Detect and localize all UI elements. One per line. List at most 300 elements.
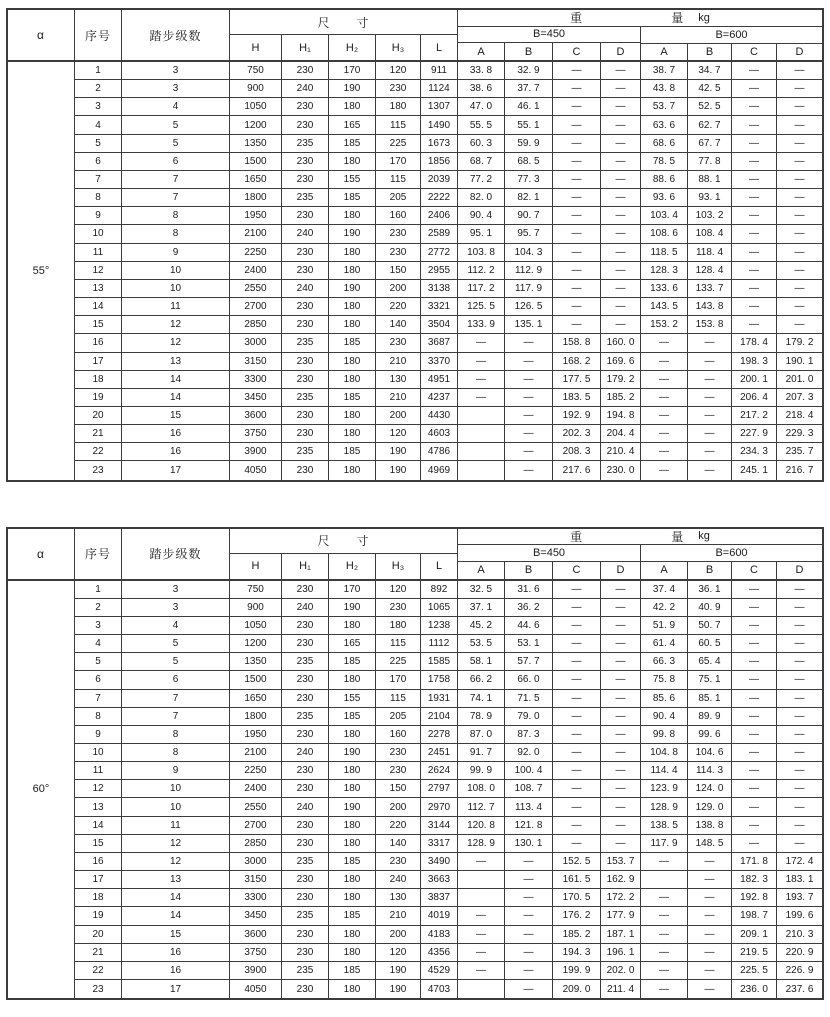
table-cell: 750	[230, 581, 282, 599]
table-cell: 1050	[230, 98, 282, 116]
table-cell: 8	[75, 189, 122, 207]
table-cell: 100. 4	[505, 762, 553, 780]
table-cell: 37. 7	[505, 80, 553, 98]
table-cell: 177. 9	[601, 907, 641, 925]
table-cell: 130	[376, 889, 421, 907]
table-cell: —	[732, 599, 777, 617]
table-cell: —	[601, 617, 641, 635]
header-col-h1: H₁	[282, 35, 329, 60]
table-cell: 1350	[230, 135, 282, 153]
table-cell: 2039	[421, 171, 458, 189]
weight-title-char: 量	[671, 11, 685, 26]
table-cell: 230. 0	[601, 461, 641, 479]
table-cell: 8	[122, 726, 230, 744]
table-cell: —	[553, 207, 601, 225]
alpha-value: 55°	[8, 62, 75, 480]
table-cell: 123. 9	[641, 780, 688, 798]
header-col-d450: D	[601, 562, 641, 579]
table-cell: —	[553, 671, 601, 689]
table-cell: 230	[376, 334, 421, 352]
table-cell: 3321	[421, 298, 458, 316]
table-cell: 63. 6	[641, 116, 688, 134]
table-cell: —	[777, 171, 822, 189]
table-cell: 108. 6	[641, 225, 688, 243]
table-cell: 16	[122, 944, 230, 962]
table-cell: —	[601, 726, 641, 744]
table-cell: —	[688, 389, 732, 407]
table-cell: 153. 2	[641, 316, 688, 334]
table-cell: 2624	[421, 762, 458, 780]
table-cell: —	[732, 62, 777, 80]
table-cell: 60. 3	[458, 135, 505, 153]
table-cell: 4951	[421, 371, 458, 389]
table-cell: —	[688, 889, 732, 907]
table-cell: 117. 9	[505, 280, 553, 298]
table-cell: 230	[282, 944, 329, 962]
table-cell: —	[641, 944, 688, 962]
table-cell: 3300	[230, 371, 282, 389]
header-serial: 序号	[75, 529, 122, 579]
table-cell: 138. 8	[688, 817, 732, 835]
table-cell: 6	[75, 153, 122, 171]
table-cell: 3000	[230, 334, 282, 352]
table-cell: —	[458, 334, 505, 352]
table-cell	[458, 980, 505, 998]
table-cell: 230	[282, 581, 329, 599]
table-cell: 180	[329, 316, 376, 334]
table-cell: 6	[122, 153, 230, 171]
table-cell: —	[458, 853, 505, 871]
table-cell: —	[601, 581, 641, 599]
table-cell: 57. 7	[505, 653, 553, 671]
table-cell: 198. 3	[732, 353, 777, 371]
table-cell: 20	[75, 407, 122, 425]
table-cell: 2400	[230, 780, 282, 798]
table-cell: 16	[75, 334, 122, 352]
header-col-a600: A	[641, 562, 688, 579]
table-cell: —	[553, 708, 601, 726]
table-cell: 1124	[421, 80, 458, 98]
table-cell: 117. 9	[641, 835, 688, 853]
table-cell: 68. 7	[458, 153, 505, 171]
table-cell: —	[732, 762, 777, 780]
table-cell: —	[601, 80, 641, 98]
table-cell: 34. 7	[688, 62, 732, 80]
table-cell: 230	[282, 461, 329, 479]
table-cell: 206. 4	[732, 389, 777, 407]
table-cell: 7	[122, 708, 230, 726]
table-cell: 180	[329, 671, 376, 689]
table-cell: —	[601, 708, 641, 726]
table-cell: 3150	[230, 871, 282, 889]
table-cell: —	[732, 262, 777, 280]
table-cell: 160	[376, 726, 421, 744]
header-alpha: α	[8, 10, 75, 60]
table-cell: 180	[329, 617, 376, 635]
table-cell: 8	[75, 708, 122, 726]
table-cell: —	[641, 389, 688, 407]
table-cell: 85. 1	[688, 690, 732, 708]
table-cell: —	[601, 262, 641, 280]
dim-title-char: 寸	[356, 534, 370, 549]
table-cell: 3370	[421, 353, 458, 371]
table-cell: 230	[282, 153, 329, 171]
table-cell: 220	[376, 817, 421, 835]
table-cell: 230	[282, 889, 329, 907]
table-cell: 87. 0	[458, 726, 505, 744]
header-col-h2: H₂	[329, 554, 376, 579]
table-cell: 4430	[421, 407, 458, 425]
table-cell: 120	[376, 944, 421, 962]
table-cell: 172. 4	[777, 853, 822, 871]
table-cell: 1650	[230, 171, 282, 189]
table-cell: 1950	[230, 726, 282, 744]
table-cell: 3	[122, 581, 230, 599]
table-cell: 230	[282, 62, 329, 80]
dim-title-char: 尺	[317, 534, 331, 549]
table-cell: —	[732, 116, 777, 134]
table-cell: —	[732, 635, 777, 653]
table-cell: 2772	[421, 244, 458, 262]
table-cell: 185	[329, 135, 376, 153]
header-alpha: α	[8, 529, 75, 579]
table-cell: 177. 5	[553, 371, 601, 389]
table-cell: 135. 1	[505, 316, 553, 334]
table-cell: 36. 1	[688, 581, 732, 599]
table-cell: 10	[75, 744, 122, 762]
table-cell: 190	[329, 80, 376, 98]
table-cell: 230	[282, 371, 329, 389]
table-cell: 138. 5	[641, 817, 688, 835]
header-col-b450: B	[505, 562, 553, 579]
table-cell: 140	[376, 316, 421, 334]
table-cell: 4	[122, 617, 230, 635]
table-cell: —	[641, 334, 688, 352]
table-cell: 3750	[230, 944, 282, 962]
table-cell: 104. 8	[641, 744, 688, 762]
table-cell: —	[688, 853, 732, 871]
table-cell: —	[601, 798, 641, 816]
table-cell: 180	[329, 407, 376, 425]
table-cell: 108. 4	[688, 225, 732, 243]
table-cell: 82. 0	[458, 189, 505, 207]
table-cell: —	[601, 135, 641, 153]
header-serial: 序号	[75, 10, 122, 60]
table-cell: 235	[282, 962, 329, 980]
table-cell: 185	[329, 334, 376, 352]
table-cell: 230	[376, 244, 421, 262]
table-cell: —	[505, 926, 553, 944]
table-cell: 13	[122, 353, 230, 371]
table-cell: 180	[329, 926, 376, 944]
table-cell: 240	[282, 599, 329, 617]
table-cell: 230	[376, 599, 421, 617]
table-cell: 160	[376, 207, 421, 225]
table-cell: 3750	[230, 425, 282, 443]
table-cell: —	[732, 780, 777, 798]
table-cell: —	[458, 962, 505, 980]
table-cell: —	[777, 262, 822, 280]
table-cell: 38. 7	[641, 62, 688, 80]
table-cell: 2550	[230, 798, 282, 816]
table-cell: —	[641, 407, 688, 425]
table-cell: 204. 4	[601, 425, 641, 443]
table-cell: 15	[75, 835, 122, 853]
table-cell: 115	[376, 690, 421, 708]
table-cell: 120	[376, 62, 421, 80]
table-cell: 190	[329, 599, 376, 617]
table-cell: 5	[122, 135, 230, 153]
table-cell: 3144	[421, 817, 458, 835]
table-cell: 50. 7	[688, 617, 732, 635]
table-cell: —	[505, 334, 553, 352]
table-cell: —	[777, 116, 822, 134]
table-cell: 3900	[230, 962, 282, 980]
table-cell: —	[777, 671, 822, 689]
table-cell: 13	[122, 871, 230, 889]
table-cell: —	[553, 653, 601, 671]
table-cell: 14	[122, 389, 230, 407]
table-cell: 2400	[230, 262, 282, 280]
weight-unit-label: kg	[698, 530, 710, 543]
table-cell: 168. 2	[553, 353, 601, 371]
table-cell: —	[601, 171, 641, 189]
table-cell: 190	[329, 798, 376, 816]
table-cell: 150	[376, 780, 421, 798]
table-cell: 230	[282, 116, 329, 134]
table-cell: 211. 4	[601, 980, 641, 998]
table-cell: —	[777, 189, 822, 207]
table-body	[8, 581, 822, 999]
header-col-a450: A	[458, 562, 505, 579]
table-cell: —	[732, 708, 777, 726]
table-cell: 143. 8	[688, 298, 732, 316]
table-cell: 230	[282, 171, 329, 189]
dim-title-char: 尺	[317, 15, 331, 30]
table-cell: 170	[329, 581, 376, 599]
table-cell: 235	[282, 189, 329, 207]
table-cell: 2589	[421, 225, 458, 243]
table-cell: —	[505, 962, 553, 980]
header-col-b450: B	[505, 43, 553, 60]
header-col-c450: C	[553, 562, 601, 579]
table-cell: 1350	[230, 653, 282, 671]
table-cell: 180	[329, 425, 376, 443]
table-cell: —	[777, 726, 822, 744]
table-cell: —	[553, 581, 601, 599]
table-cell: 126. 5	[505, 298, 553, 316]
table-cell	[458, 871, 505, 889]
table-cell: 190	[376, 962, 421, 980]
table-cell: 15	[122, 926, 230, 944]
table-cell: —	[777, 599, 822, 617]
table-cell: 170	[376, 153, 421, 171]
table-cell: —	[553, 726, 601, 744]
table-cell: 200. 1	[732, 371, 777, 389]
table-cell: 21	[75, 944, 122, 962]
table-cell: 185	[329, 907, 376, 925]
header-col-h: H	[230, 35, 282, 60]
table-cell: 5	[75, 653, 122, 671]
table-cell: 22	[75, 443, 122, 461]
table-cell: 12	[75, 780, 122, 798]
table-cell: 103. 2	[688, 207, 732, 225]
table-cell: 155	[329, 171, 376, 189]
table-cell: 11	[75, 244, 122, 262]
table-cell: 230	[282, 207, 329, 225]
table-cell: 8	[122, 207, 230, 225]
table-cell: 7	[122, 189, 230, 207]
table-cell: 124. 0	[688, 780, 732, 798]
table-cell: 18	[75, 889, 122, 907]
table-cell: 3663	[421, 871, 458, 889]
table-cell: —	[553, 298, 601, 316]
table-cell: —	[777, 581, 822, 599]
table-cell: 8	[122, 225, 230, 243]
table-cell: 12	[122, 835, 230, 853]
table-cell: 236. 0	[732, 980, 777, 998]
table-cell: 200	[376, 926, 421, 944]
table-cell: 1800	[230, 708, 282, 726]
table-cell: 1200	[230, 116, 282, 134]
table-cell: 199. 9	[553, 962, 601, 980]
table-cell: 180	[329, 780, 376, 798]
table-cell: 78. 9	[458, 708, 505, 726]
table-cell: —	[553, 798, 601, 816]
table-cell: —	[601, 671, 641, 689]
table-cell: —	[553, 135, 601, 153]
table-cell: 3	[122, 62, 230, 80]
table-cell: —	[458, 371, 505, 389]
table-cell: 4603	[421, 425, 458, 443]
table-cell: 103. 4	[641, 207, 688, 225]
header-col-h1: H₁	[282, 554, 329, 579]
table-cell: —	[688, 907, 732, 925]
table-cell: 2278	[421, 726, 458, 744]
table-cell: 2850	[230, 835, 282, 853]
table-cell: —	[458, 353, 505, 371]
table-cell: —	[732, 617, 777, 635]
table-cell: 2	[75, 80, 122, 98]
table-cell: 230	[282, 425, 329, 443]
table-cell: —	[732, 671, 777, 689]
table-cell: 113. 4	[505, 798, 553, 816]
table-cell: 1	[75, 62, 122, 80]
table-cell: 201. 0	[777, 371, 822, 389]
table-cell	[458, 425, 505, 443]
table-cell: 217. 2	[732, 407, 777, 425]
table-cell: 185	[329, 189, 376, 207]
table-cell: 5	[75, 135, 122, 153]
table-cell: 240	[282, 280, 329, 298]
table-cell: —	[732, 225, 777, 243]
table-cell: 180	[329, 944, 376, 962]
table-cell: 55. 1	[505, 116, 553, 134]
table-cell: —	[505, 443, 553, 461]
table-cell: 235	[282, 653, 329, 671]
table-cell: —	[641, 907, 688, 925]
table-cell: —	[777, 298, 822, 316]
table-cell: 185	[329, 653, 376, 671]
table-cell: —	[641, 371, 688, 389]
table-cell: 210. 4	[601, 443, 641, 461]
table-cell: —	[732, 726, 777, 744]
alpha-value: 60°	[8, 581, 75, 999]
table-cell: —	[601, 635, 641, 653]
table-cell: 53. 5	[458, 635, 505, 653]
table-cell: 2451	[421, 744, 458, 762]
table-cell: —	[732, 153, 777, 171]
table-cell: —	[553, 225, 601, 243]
table-cell: —	[732, 581, 777, 599]
table-cell: —	[601, 244, 641, 262]
table-cell: 234. 3	[732, 443, 777, 461]
table-cell: 3300	[230, 889, 282, 907]
table-cell: 210	[376, 907, 421, 925]
table-cell: 55. 5	[458, 116, 505, 134]
table-cell: 112. 7	[458, 798, 505, 816]
table-cell: 209. 1	[732, 926, 777, 944]
table-cell: 235	[282, 853, 329, 871]
table-cell: 178. 4	[732, 334, 777, 352]
table-cell: —	[553, 780, 601, 798]
table-cell: 11	[122, 817, 230, 835]
table-cell: —	[777, 835, 822, 853]
table-cell: 143. 5	[641, 298, 688, 316]
table-cell: 115	[376, 171, 421, 189]
table-cell: 129. 0	[688, 798, 732, 816]
table-cell: —	[777, 225, 822, 243]
table-cell: —	[777, 762, 822, 780]
table-cell: —	[601, 153, 641, 171]
table-cell: —	[553, 171, 601, 189]
table-cell: 170	[329, 62, 376, 80]
table-cell: 155	[329, 690, 376, 708]
table-cell: 79. 0	[505, 708, 553, 726]
table-cell: 179. 2	[777, 334, 822, 352]
table-cell: 3	[75, 617, 122, 635]
table-cell: —	[688, 425, 732, 443]
table-cell: 2100	[230, 744, 282, 762]
table-cell: —	[553, 153, 601, 171]
table-cell: 31. 6	[505, 581, 553, 599]
table-cell: —	[601, 744, 641, 762]
table-cell: 1500	[230, 153, 282, 171]
header-col-l: L	[421, 35, 458, 60]
table-cell: 14	[75, 817, 122, 835]
table-cell: 4	[75, 116, 122, 134]
table-cell: 235	[282, 708, 329, 726]
table-cell: 193. 7	[777, 889, 822, 907]
table-cell: 115	[376, 116, 421, 134]
table-cell: 45. 2	[458, 617, 505, 635]
table-cell: 245. 1	[732, 461, 777, 479]
table-cell: 205	[376, 189, 421, 207]
table-cell: 40. 9	[688, 599, 732, 617]
table-cell: 4	[75, 635, 122, 653]
table-cell: —	[458, 389, 505, 407]
table-cell: —	[553, 599, 601, 617]
table-cell: —	[777, 635, 822, 653]
table-cell: —	[732, 298, 777, 316]
table-cell: 190. 1	[777, 353, 822, 371]
table-cell: 160. 0	[601, 334, 641, 352]
table-cell: —	[732, 189, 777, 207]
table-cell: 892	[421, 581, 458, 599]
dim-title-char: 寸	[356, 15, 370, 30]
table-cell: 230	[282, 817, 329, 835]
table-cell: —	[732, 653, 777, 671]
